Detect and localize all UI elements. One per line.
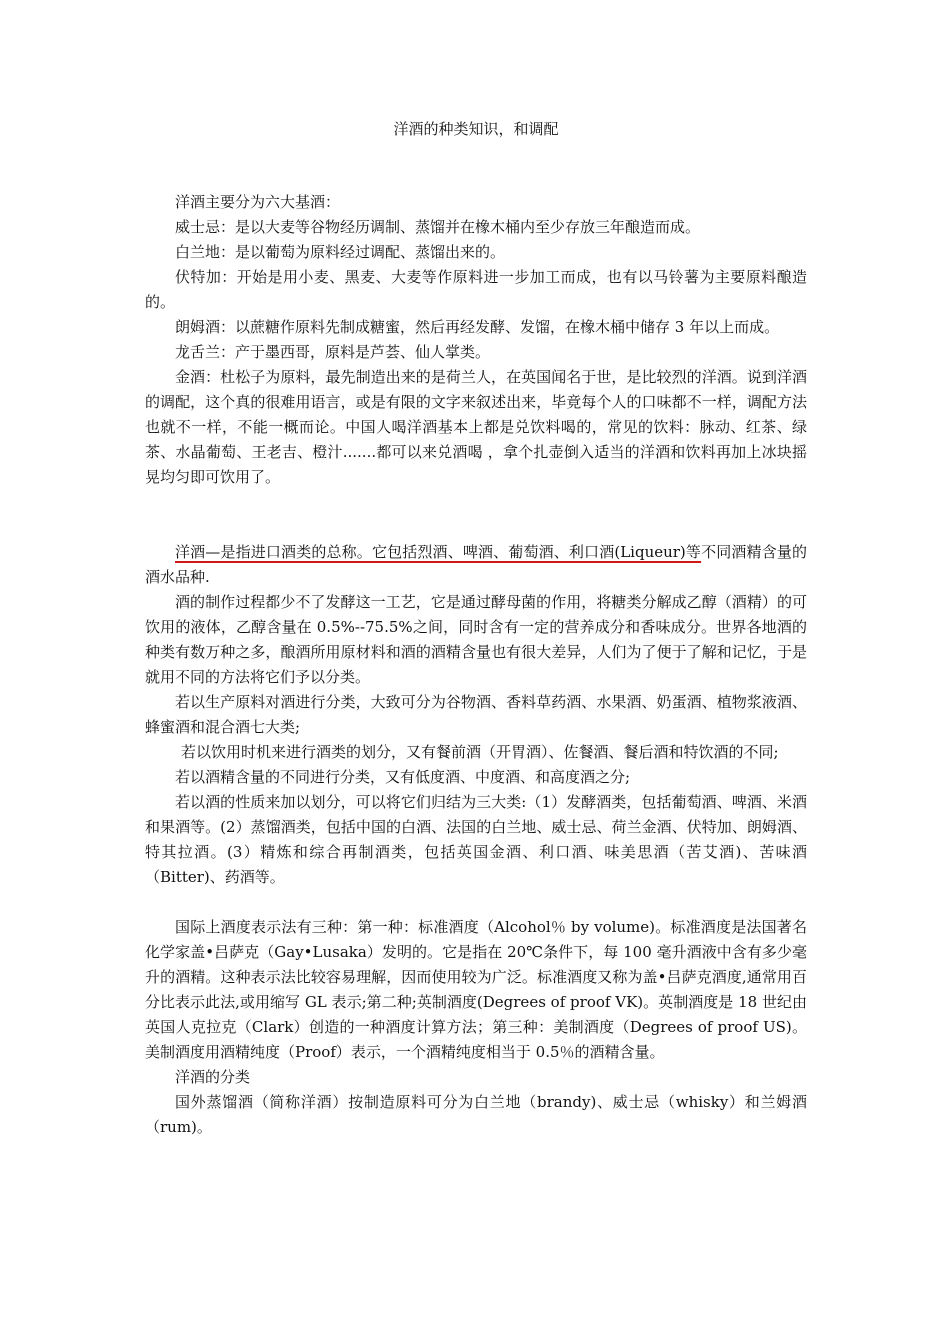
brandy-paragraph: 白兰地：是以葡萄为原料经过调配、蒸馏出来的。 [175, 243, 506, 261]
vodka-paragraph: 伏特加：开始是用小麦、黑麦、大麦等作原料进一步加工而成，也有以马铃薯为主要原料酿造的。 [145, 268, 807, 311]
section-spacer [145, 490, 807, 540]
alcohol-classification-paragraph: 若以酒精含量的不同进行分类，又有低度酒、中度酒、和高度酒之分; [175, 768, 631, 786]
degrees-paragraph: 国际上酒度表示法有三种：第一种：标准酒度（Alcohol％ by volume)。标准酒度是法国著名化学家盖•吕萨克（Gay•Lusaka）发明的。它是指在 20℃条件下，每 100 毫升酒液中含有多少毫升的酒精。这种表示法比较容易理解，因而使用较为广泛。标准酒度又称为盖•吕萨克酒度,通常用百分比表示此法,或用缩写 GL 表示;第二种;英制酒度(Degrees of proof VK)。英制酒度是 18 世纪由英国人克拉克（Clark）创造的一种酒度计算方法；第三种：美制酒度（Degrees of proof US)。美制酒度用酒精纯度（Proof）表示，一个酒精纯度相当于 0.5％的酒精含量。 [145, 918, 807, 1061]
classification-heading: 洋酒的分类 [175, 1068, 251, 1086]
document-body [145, 190, 807, 1140]
rum-paragraph: 朗姆酒：以蔗糖作原料先制成糖蜜，然后再经发酵、发馏，在橡木桶中储存 3 年以上而成。 [175, 318, 780, 336]
definition-rest-text: 不同酒精含量的酒水品种. [145, 543, 807, 586]
intro-paragraph: 洋酒主要分为六大基酒： [175, 193, 341, 211]
section-spacer [145, 890, 807, 915]
definition-paragraph [145, 540, 807, 590]
definition-underlined-text: 洋酒—是指进口酒类的总称。它包括烈酒、啤酒、葡萄酒、利口酒(Liqueur)等 [175, 543, 702, 561]
document-title: 洋酒的种类知识，和调配 [393, 120, 559, 138]
tequila-paragraph: 龙舌兰：产于墨西哥，原料是芦荟、仙人掌类。 [175, 343, 491, 361]
process-paragraph: 酒的制作过程都少不了发酵这一工艺，它是通过酵母菌的作用，将糖类分解成乙醇（酒精）的可饮用的液体，乙醇含量在 0.5%--75.5%之间，同时含有一定的营养成分和香味成分。世界各地酒的种类有数万种之多，酿酒所用原材料和酒的酒精含量也有很大差异，人们为了便于了解和记忆，于是就用不同的方法将它们予以分类。 [145, 593, 807, 686]
nature-classification-paragraph: 若以酒的性质来加以划分，可以将它们归结为三大类:（1）发酵酒类，包括葡萄酒、啤酒、米酒和果酒等。(2）蒸馏酒类，包括中国的白酒、法国的白兰地、威士忌、荷兰金酒、伏特加、朗姆酒、特其拉酒。(3）精炼和综合再制酒类，包括英国金酒、利口酒、味美思酒（苦艾酒)、苦味酒（Bitter)、药酒等。 [145, 793, 807, 886]
classification-paragraph: 国外蒸馏酒（简称洋酒）按制造原料可分为白兰地（brandy)、威士忌（whisky）和兰姆酒（rum)。 [145, 1093, 807, 1136]
timing-classification-paragraph: 若以饮用时机来进行酒类的划分，又有餐前酒（开胃酒）、佐餐酒、餐后酒和特饮酒的不同; [181, 743, 779, 761]
material-classification-paragraph: 若以生产原料对酒进行分类，大致可分为谷物酒、香料草药酒、水果酒、奶蛋酒、植物浆液酒、蜂蜜酒和混合酒七大类; [145, 693, 807, 736]
gin-paragraph: 金酒：杜松子为原料，最先制造出来的是荷兰人，在英国闻名于世，是比较烈的洋酒。说到洋酒的调配，这个真的很难用语言，或是有限的文字来叙述出来，毕竟每个人的口味都不一样，调配方法也就不一样，不能一概而论。中国人喝洋酒基本上都是兑饮料喝的，常见的饮料：脉动、红茶、绿茶、水晶葡萄、王老吉、橙汁.......都可以来兑酒喝 ，拿个扎壶倒入适当的洋酒和饮料再加上冰块摇晃均匀即可饮用了。 [145, 368, 807, 486]
whisky-paragraph: 威士忌：是以大麦等谷物经历调制、蒸馏并在橡木桶内至少存放三年酿造而成。 [175, 218, 701, 236]
